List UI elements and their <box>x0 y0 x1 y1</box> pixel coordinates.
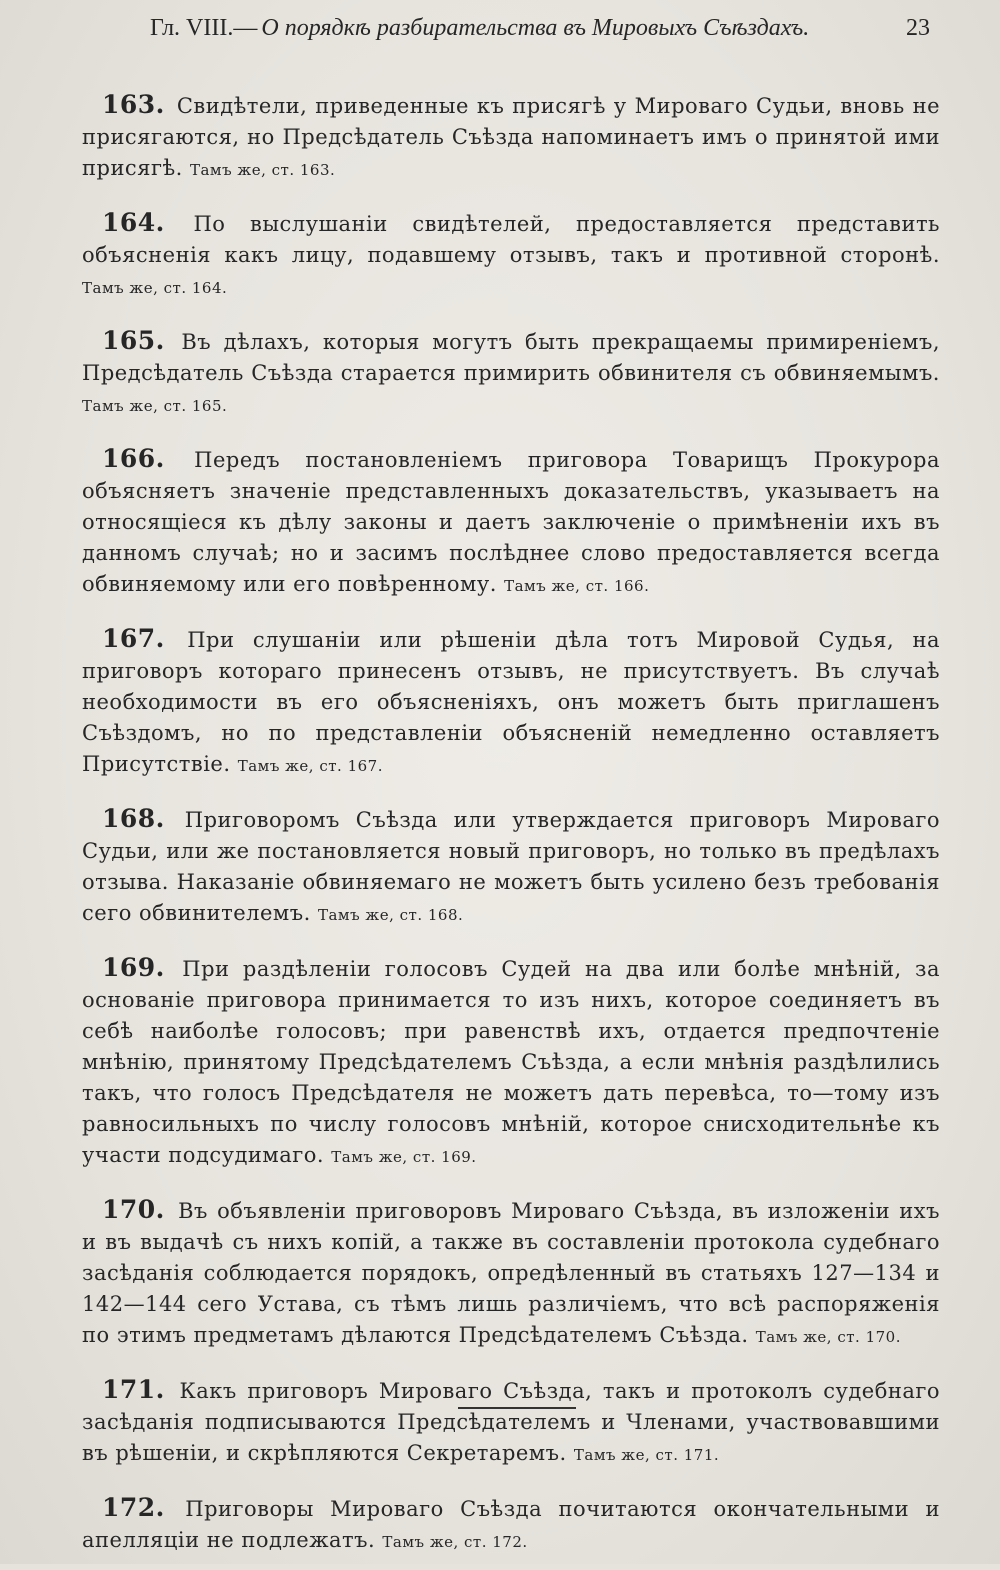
article-reference: Тамъ же, ст. 166. <box>504 577 650 595</box>
article-reference: Тамъ же, ст. 171. <box>573 1446 720 1464</box>
article-reference: Тамъ же, ст. 167. <box>237 757 383 775</box>
article-text: Свидѣтели, приведенные къ присягѣ у Мироваго Судьи, вновь не присягаются, но Предсѣдатель Съѣзда напоминаетъ имъ о принятой ими присягѣ. <box>82 94 940 180</box>
article-text: Приговоромъ Съѣзда или утверждается приговоръ Мироваго Судьи, или же постановляется новый приговоръ, но только въ предѣлахъ отзыва. Наказаніе обвиняемаго не можетъ быть усилено безъ требованія сего обвинителемъ. <box>82 808 940 925</box>
section-end-rule <box>458 1407 576 1409</box>
article-number: 165. <box>102 326 165 355</box>
article-number: 163. <box>102 90 165 119</box>
article-reference: Тамъ же, ст. 169. <box>331 1148 477 1166</box>
article-number: 166. <box>102 444 165 473</box>
page-number: 23 <box>906 15 930 41</box>
article-number: 172. <box>102 1493 165 1522</box>
article-167 <box>82 623 940 782</box>
article-text: Въ дѣлахъ, которыя могутъ быть прекращаемы примиреніемъ, Предсѣдатель Съѣзда старается примирить обвинителя съ обвиняемымъ. <box>82 330 940 385</box>
article-reference: Тамъ же, ст. 170. <box>755 1328 901 1346</box>
article-number: 168. <box>102 804 165 833</box>
article-number: 167. <box>102 624 165 653</box>
article-number: 169. <box>102 953 165 982</box>
chapter-label: Гл. VIII.— <box>150 15 258 41</box>
chapter-title: О порядкѣ разбирательства въ Мировыхъ Съѣздахъ. <box>261 15 810 41</box>
article-text: Передъ постановленіемъ приговора Товарищъ Прокурора объясняетъ значеніе представленныхъ доказательствъ, указываетъ на относящіеся къ дѣлу законы и даетъ заключеніе о примѣненіи ихъ въ данномъ случаѣ; но и засимъ послѣднее слово предоставляется всегда обвиняемому или его повѣренному. <box>82 448 940 596</box>
article-number: 170. <box>102 1195 165 1224</box>
article-number: 164. <box>102 208 165 237</box>
article-reference: Тамъ же, ст. 164. <box>82 279 228 297</box>
running-header <box>150 8 940 48</box>
article-reference: Тамъ же, ст. 172. <box>382 1533 528 1551</box>
article-172 <box>82 1492 940 1558</box>
article-171 <box>82 1374 940 1471</box>
article-reference: Тамъ же, ст. 165. <box>82 397 228 415</box>
article-165 <box>82 325 940 422</box>
article-169 <box>82 952 940 1173</box>
articles-list <box>82 68 940 1570</box>
article-text: При раздѣленіи голосовъ Судей на два или болѣе мнѣній, за основаніе приговора принимается то изъ нихъ, которое соединяетъ въ себѣ наиболѣе голосовъ; при равенствѣ ихъ, отдается предпочтеніе мнѣнію, принятому Предсѣдателемъ Съѣзда, а если мнѣнія раздѣлились такъ, что голосъ Предсѣдателя не можетъ дать перевѣса, то—тому изъ равносильныхъ по числу голосовъ мнѣній, которое снисходительнѣе къ участи подсудимаго. <box>82 957 940 1167</box>
article-reference: Тамъ же, ст. 163. <box>189 161 336 179</box>
article-number: 171. <box>102 1375 165 1404</box>
article-164 <box>82 207 940 304</box>
article-163 <box>82 89 940 186</box>
article-170 <box>82 1194 940 1353</box>
article-166 <box>82 443 940 602</box>
article-text: Въ объявленіи приговоровъ Мироваго Съѣзда, въ изложеніи ихъ и въ выдачѣ съ нихъ копій, а также въ составленіи протокола судебнаго засѣданія соблюдается порядокъ, опредѣленный въ статьяхъ 127—134 и 142—144 сего Устава, съ тѣмъ лишь различіемъ, что всѣ распоряженія по этимъ предметамъ дѣлаются Предсѣдателемъ Съѣзда. <box>82 1199 940 1347</box>
article-text: Приговоры Мироваго Съѣзда почитаются окончательными и апелляціи не подлежатъ. <box>82 1497 940 1552</box>
article-reference: Тамъ же, ст. 168. <box>317 906 464 924</box>
article-text: Какъ приговоръ Мироваго Съѣзда, такъ и протоколъ судебнаго засѣданія подписываются Предсѣдателемъ и Членами, участвовавшими въ рѣшеніи, и скрѣпляются Секретаремъ. <box>82 1379 940 1465</box>
article-text: По выслушаніи свидѣтелей, предоставляется представить объясненія какъ лицу, подавшему отзывъ, такъ и противной сторонѣ. <box>82 212 940 267</box>
article-168 <box>82 803 940 931</box>
article-text: При слушаніи или рѣшеніи дѣла тотъ Мировой Судья, на приговоръ котораго принесенъ отзывъ, не присутствуетъ. Въ случаѣ необходимости въ его объясненіяхъ, онъ можетъ быть приглашенъ Съѣздомъ, но по представленіи объясненій немедленно оставляетъ Присутствіе. <box>82 628 940 776</box>
